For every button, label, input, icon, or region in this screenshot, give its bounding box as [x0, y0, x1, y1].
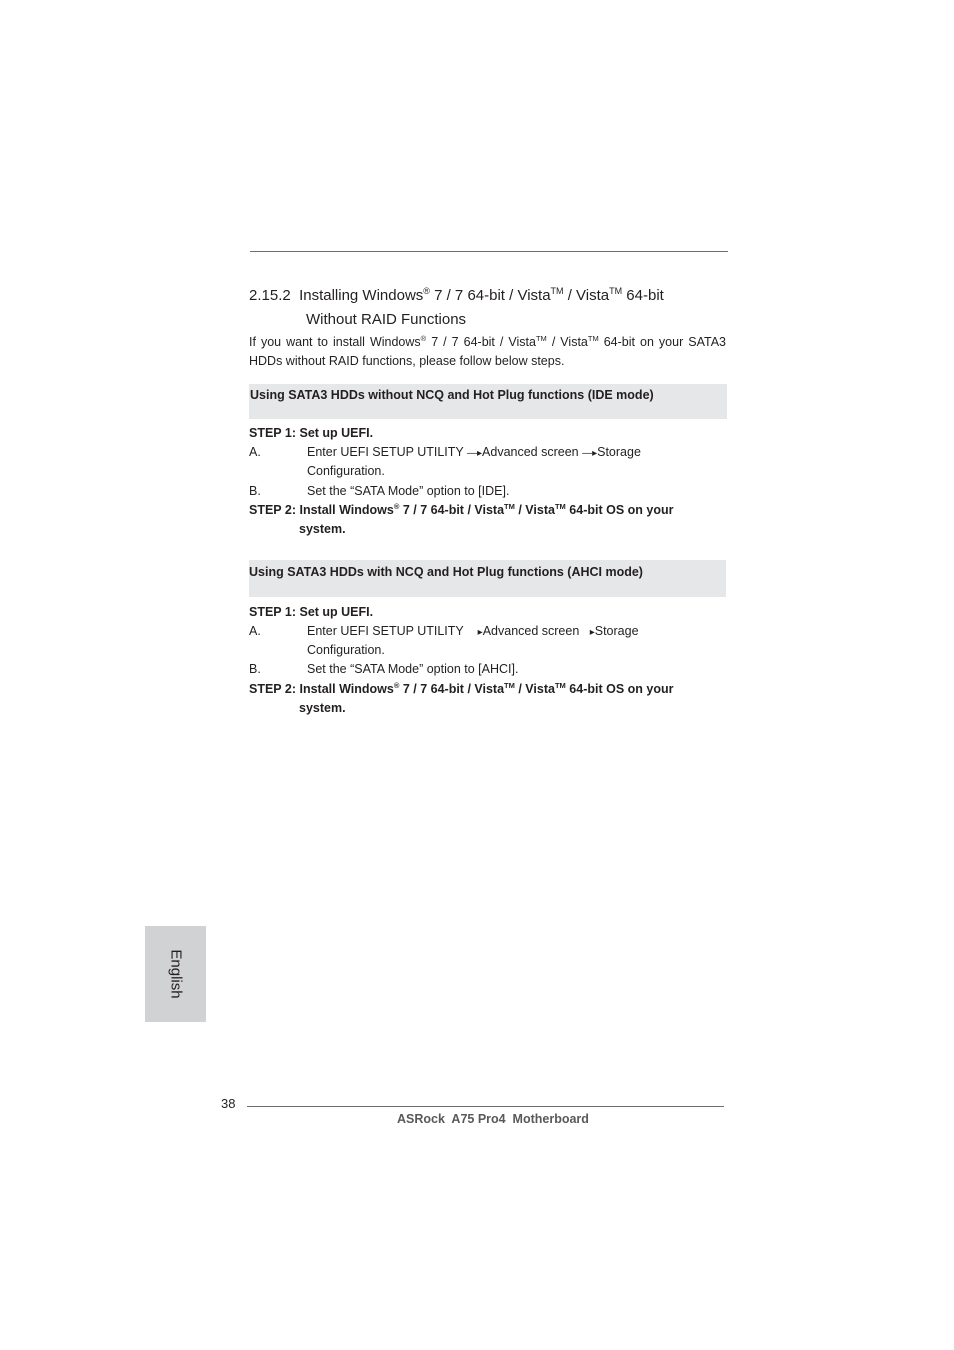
- ide-mode-title: Using SATA3 HDDs without NCQ and Hot Plug functions (IDE mode): [250, 388, 654, 402]
- footer-product-name: ASRock A75 Pro4 Motherboard: [397, 1112, 589, 1126]
- ide-item-a-text: Enter UEFI SETUP UTILITY —▸Advanced screen —▸Storage: [307, 445, 641, 459]
- ahci-step2-line2: system.: [299, 701, 346, 715]
- ahci-mode-box: [249, 560, 726, 597]
- intro-line1: If you want to install Windows® 7 / 7 64-bit / Vista™ / Vista™ 64-bit on your SATA3: [249, 334, 727, 349]
- page-number: 38: [221, 1096, 236, 1111]
- section-number: 2.15.2: [249, 287, 291, 304]
- ahci-item-a-line2: Configuration.: [307, 643, 385, 657]
- ide-step2-line2: system.: [299, 522, 346, 536]
- trademark-mark: TM: [609, 286, 623, 296]
- ahci-step2: STEP 2: Install Windows® 7 / 7 64-bit / Vista™ / Vista™ 64-bit OS on your: [249, 681, 674, 696]
- language-tab-label: English: [167, 949, 184, 999]
- ahci-step1: STEP 1: Set up UEFI.: [249, 605, 374, 619]
- section-heading-line2: Without RAID Functions: [306, 311, 467, 328]
- ahci-item-a-label: A.: [249, 624, 261, 638]
- ide-item-b-label: B.: [249, 484, 261, 498]
- arrow-right-icon: ▸: [589, 627, 595, 638]
- arrow-right-icon: —▸: [582, 448, 598, 459]
- ahci-item-b-label: B.: [249, 662, 261, 676]
- ide-mode-box: [249, 384, 727, 419]
- ide-step2: STEP 2: Install Windows® 7 / 7 64-bit / Vista™ / Vista™ 64-bit OS on your: [249, 502, 674, 517]
- arrow-right-icon: —▸: [467, 448, 483, 459]
- ahci-mode-title: Using SATA3 HDDs with NCQ and Hot Plug functions (AHCI mode): [249, 565, 643, 579]
- intro-line2: HDDs without RAID functions, please follow below steps.: [249, 354, 565, 368]
- language-tab: [145, 926, 206, 1022]
- ahci-item-a-text: Enter UEFI SETUP UTILITY ▸Advanced screen ▸Storage: [307, 624, 639, 638]
- section-title-part: 64-bit: [622, 287, 664, 304]
- section-title-part: / Vista: [563, 287, 610, 304]
- section-title-part: Installing Windows: [299, 287, 424, 304]
- arrow-right-icon: ▸: [477, 627, 483, 638]
- section-heading: [249, 287, 664, 304]
- intro-paragraph: [249, 333, 726, 371]
- ide-item-b-text: Set the “SATA Mode” option to [IDE].: [307, 484, 510, 498]
- ide-item-a-label: A.: [249, 445, 261, 459]
- section-title-part: 7 / 7 64-bit / Vista: [429, 287, 551, 304]
- registered-mark: ®: [423, 286, 430, 296]
- trademark-mark: TM: [550, 286, 564, 296]
- ahci-item-b-text: Set the “SATA Mode” option to [AHCI].: [307, 662, 519, 676]
- footer-rule: [247, 1106, 724, 1107]
- top-rule: [250, 251, 728, 252]
- ide-step1: STEP 1: Set up UEFI.: [249, 426, 374, 440]
- ide-item-a-line2: Configuration.: [307, 464, 385, 478]
